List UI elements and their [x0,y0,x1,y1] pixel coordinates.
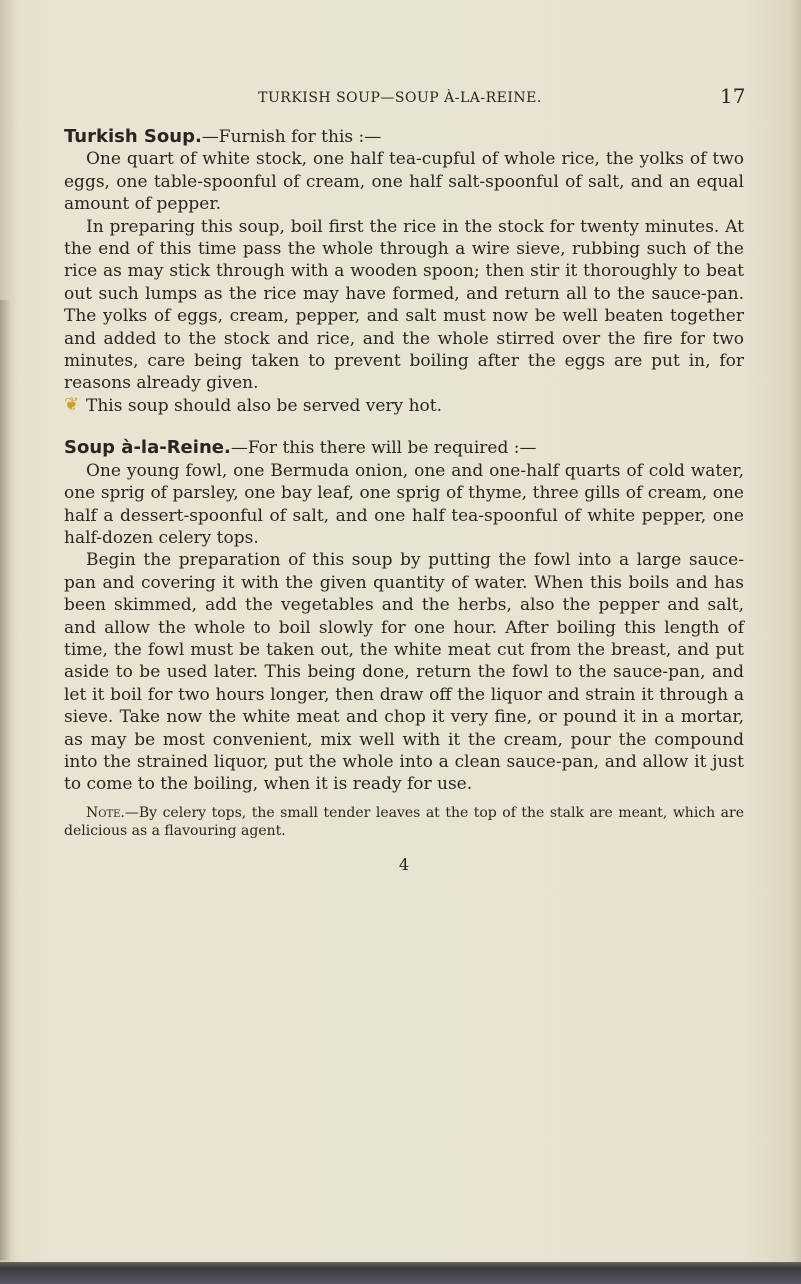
turkish-soup-title: Turkish Soup. [64,126,202,147]
soup-reine-heading-line [64,437,744,459]
turkish-soup-serving-note: This soup should also be served very hot. [86,395,442,416]
soup-reine-title: Soup à-la-Reine. [64,437,231,459]
section-gap [64,417,744,437]
soup-reine-intro: —For this there will be required :— [230,438,537,459]
page-gutter-shadow [0,300,10,1260]
page-body [64,126,744,876]
page-folio: 17 [720,84,746,108]
soup-reine-method: Begin the preparation of this soup by putting the fowl into a large sauce-pan and covering it with the given quantity of water. When this boils and has been skimmed, add the vegetables and the herbs, also the pepper and salt, and allow the whole to boil slowly for one hour. After boiling this length of time, the fowl must be taken out, the white meat cut from the breast, and put aside to be used later. This being done, return the fowl to the sauce-pan, and let it boil for two hours longer, then draw off the liquor and strain it through a sieve. Take now the white meat and chop it very fine, or pound it in a mortar, as may be most convenient, mix well with it the cream, pour the compound into the strained liquor, put the whole into a clean sauce-pan, and allow it just to come to the boiling, when it is ready for use. [64,550,744,795]
running-head: TURKISH SOUP—SOUP À-LA-REINE. [258,90,542,106]
ink-stain-mark: ❦ [64,394,80,415]
turkish-soup-ingredients: One quart of white stock, one half tea-cupful of whole rice, the yolks of two eggs, one table-spoonful of cream, one half salt-spoonful of salt, and an equal amount of pepper. [64,149,744,215]
footnote-text: —By celery tops, the small tender leaves at the top of the stalk are meant, which are delicious as a flavouring agent. [64,804,744,839]
footnote [64,804,744,840]
soup-reine-ingredients: One young fowl, one Bermuda onion, one and one-half quarts of cold water, one sprig of parsley, one bay leaf, one sprig of thyme, three gills of cream, one half a dessert-spoonful of salt, and one half tea-spoonful of white pepper, one half-dozen celery tops. [64,460,744,548]
turkish-soup-intro: —Furnish for this :— [201,127,382,147]
turkish-soup-heading-line [64,126,744,148]
footnote-label: Note. [86,804,125,821]
signature-mark: 4 [398,854,410,874]
page-bottom-edge [0,1262,801,1284]
turkish-soup-method: In preparing this soup, boil first the rice in the stock for twenty minutes. At the end of this time pass the whole through a wire sieve, rubbing such of the rice as may stick through with a wooden spoon; then stir it thoroughly to beat out such lumps as the rice may have formed, and return all to the sauce-pan. The yolks of eggs, cream, pepper, and salt must now be well beaten together and added to the stock and rice, and the whole stirred over the fire for two minutes, care being taken to prevent boiling after the eggs are put in, for reasons already given. [64,216,744,394]
